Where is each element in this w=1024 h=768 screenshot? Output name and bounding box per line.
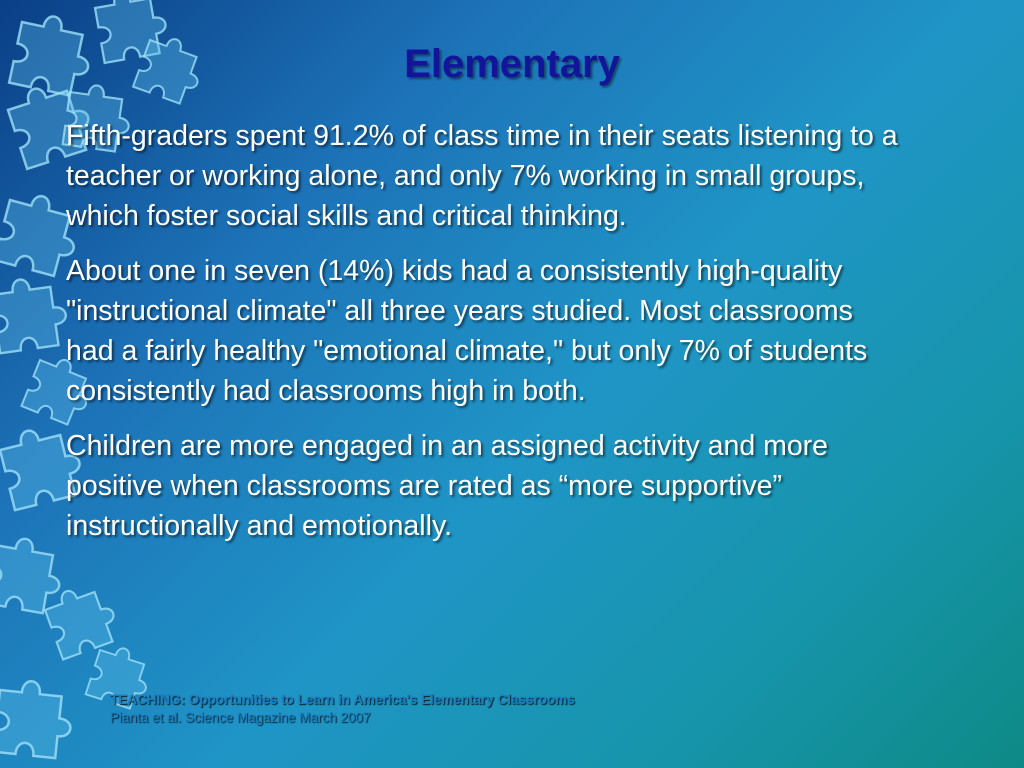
citation-source: Pianta et al. Science Magazine March 2007 bbox=[110, 710, 371, 725]
paragraph-fifth-graders: Fifth-graders spent 91.2% of class time in their seats listening to a teacher or working alone, and only 7% working in small groups, which foster social skills and critical thinking. bbox=[66, 120, 898, 232]
citation bbox=[110, 691, 810, 727]
slide-title: Elementary bbox=[404, 42, 620, 86]
slide-body bbox=[66, 116, 906, 561]
paragraph-instructional-climate: About one in seven (14%) kids had a consistently high-quality "instructional climate" all three years studied. Most classrooms had a fairly healthy "emotional climate," but only 7% of students consistently had classrooms high in both. bbox=[66, 255, 868, 407]
paragraph-engagement: Children are more engaged in an assigned activity and more positive when classrooms are rated as “more supportive” instructionally and emotionally. bbox=[66, 430, 829, 542]
citation-title: TEACHING: Opportunities to Learn in America's Elementary Classrooms bbox=[110, 692, 575, 707]
